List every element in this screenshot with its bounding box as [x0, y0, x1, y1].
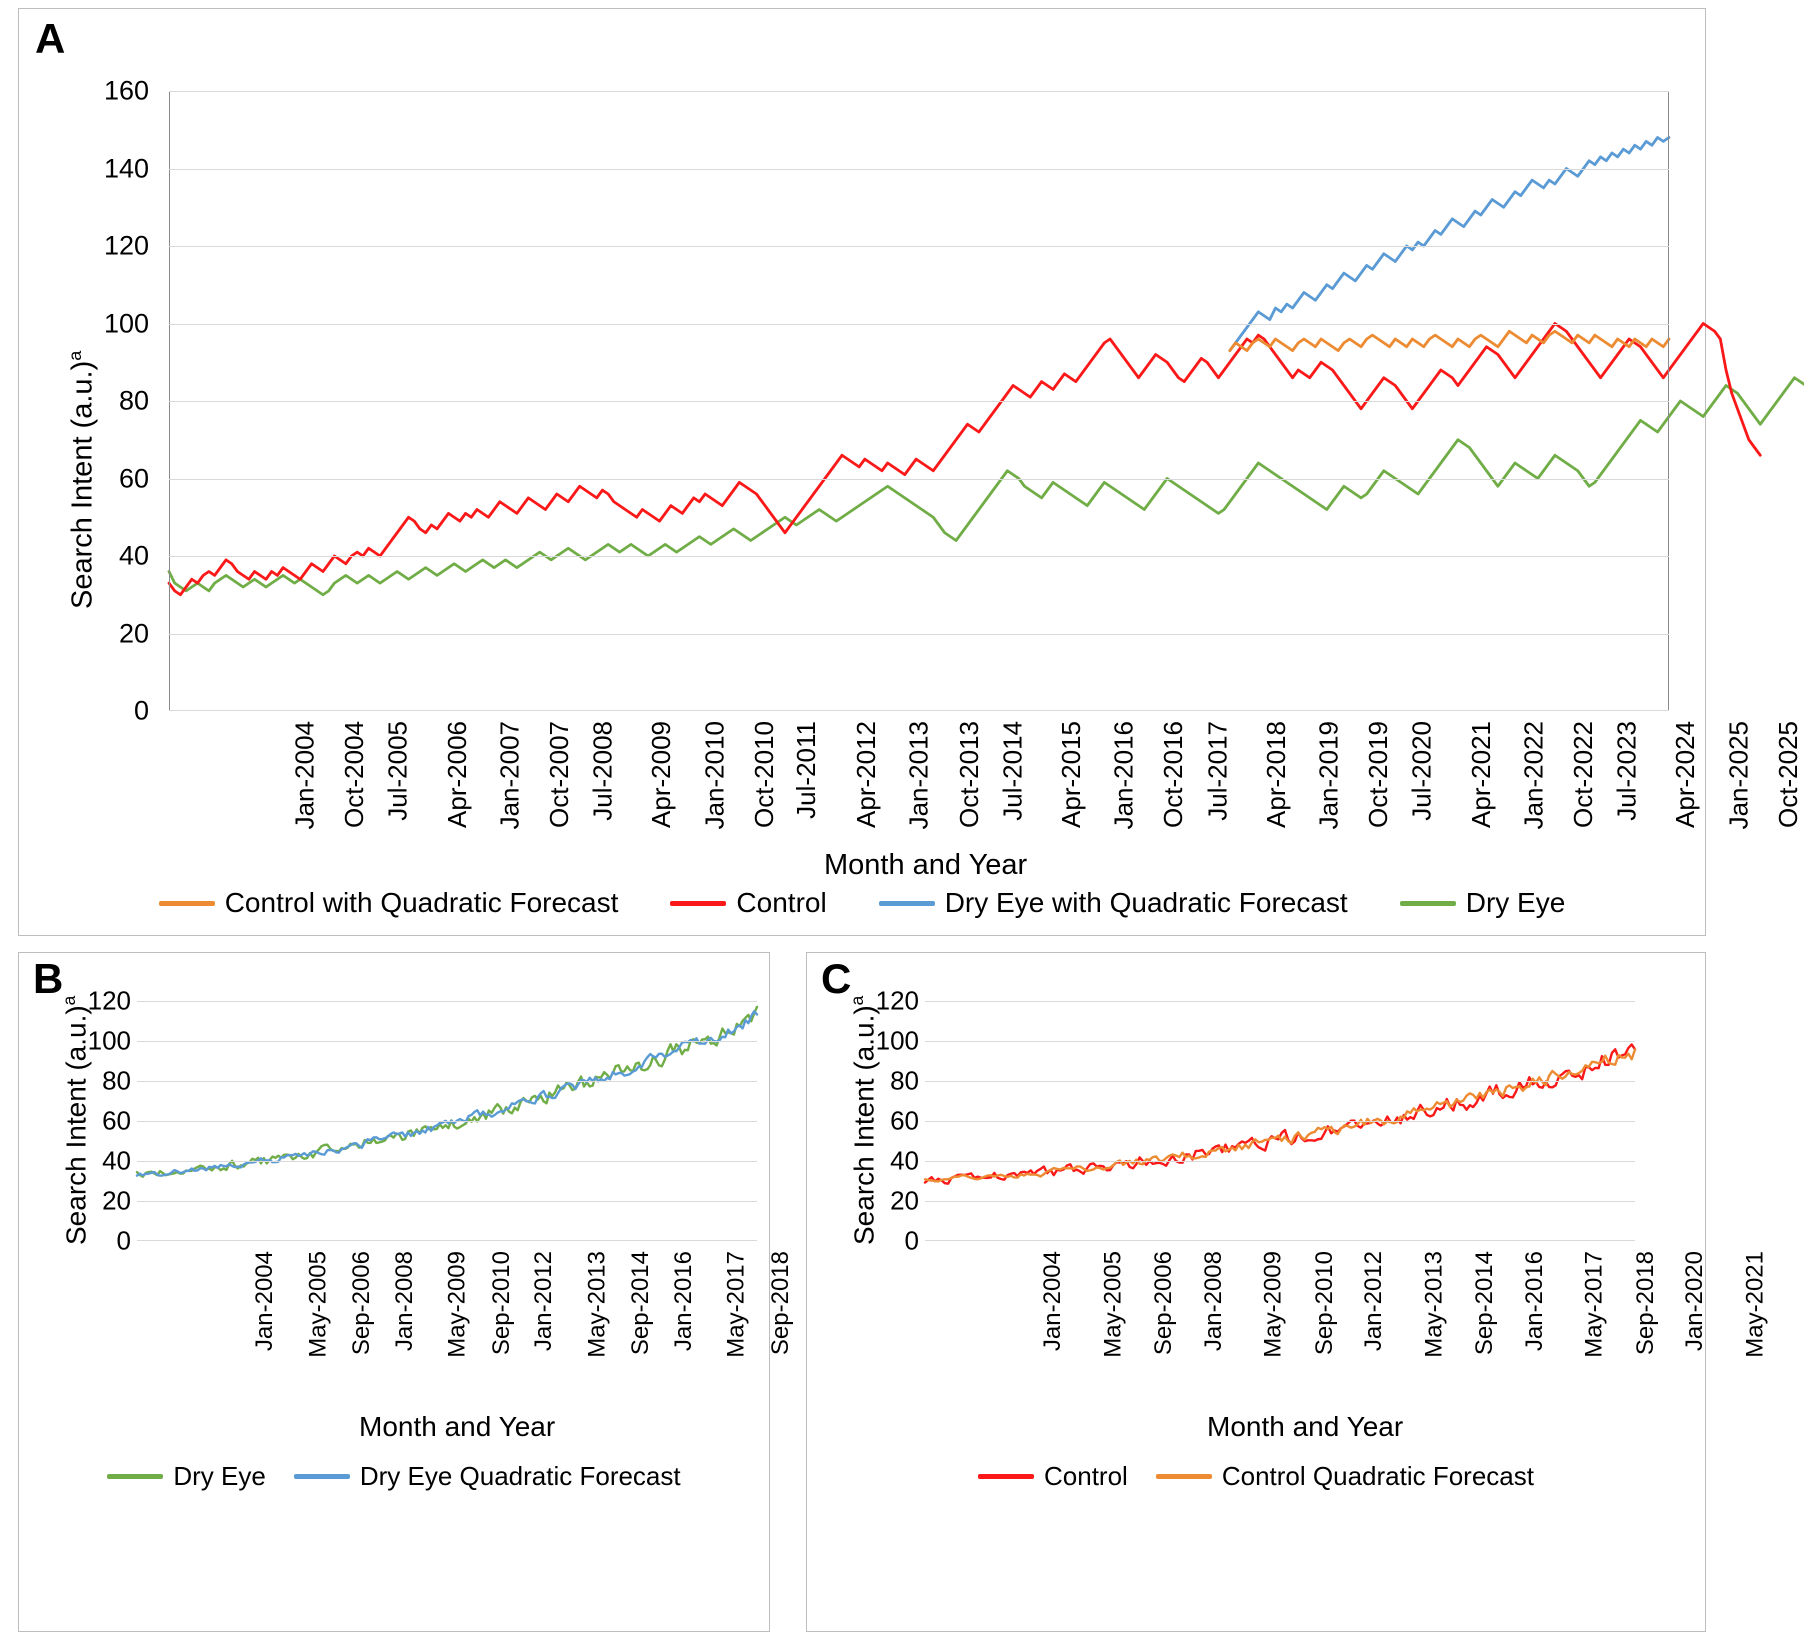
x-tick-label: Jan-2013	[903, 721, 934, 830]
x-tick-label: Sep-2010	[1310, 1251, 1338, 1356]
legend-item	[159, 887, 619, 919]
x-tick-label: Jan-2022	[1518, 721, 1549, 830]
legend-item	[670, 887, 826, 919]
legend-label: Dry Eye with Quadratic Forecast	[944, 887, 1348, 918]
x-tick-label: Jan-2012	[530, 1251, 558, 1352]
x-tick-label: Apr-2018	[1260, 721, 1291, 828]
panel-b-y-axis-label: Search Intent $(a.u.)^a$	[59, 995, 92, 1245]
x-tick-label: May-2013	[583, 1251, 611, 1358]
x-tick-label: Oct-2022	[1567, 721, 1598, 828]
x-tick-label: Jan-2008	[1199, 1251, 1227, 1352]
x-tick-label: Apr-2012	[851, 721, 882, 828]
x-tick-label: Jan-2012	[1360, 1251, 1388, 1352]
legend-swatch-icon	[1156, 1474, 1212, 1479]
x-tick-label: Jul-2023	[1611, 721, 1642, 821]
x-tick-label: Jan-2010	[699, 721, 730, 830]
panel-a-plot-area	[169, 91, 1669, 711]
x-tick-label: Jan-2008	[390, 1251, 418, 1352]
x-tick-label: May-2017	[1580, 1251, 1608, 1358]
panel-a: A Search Intent $(a.u.)^a$ 0 20 40 60 80 100 120 140 160 Jan-2004 Oct-2004 Jul-2005 Apr-2006 Jan-2007 Oct-2007 Jul-2008 Apr-2009 Jan-2010 Oct-2010 Jul-2011 Apr-2012 Jan-2013 Oct-2013 Jul-2014 Apr-2015 Jan-2016 Oct-2016 Jul-2017 Apr-2018 Jan-2019 Oct-2019 Jul-2020 Apr-2021 Jan-2022 Oct-2022 Jul-2023 Apr-2024 Jan-2025 Oct-2025 Month and Year Control with Quadratic Forecast Control Dry Eye with Quadratic Forecast Dry Eye	[18, 8, 1706, 936]
legend-swatch-icon	[159, 901, 215, 906]
panel-c-y-axis-label: Search Intent $(a.u.)^a$	[847, 995, 880, 1245]
panel-b-legend	[19, 1461, 769, 1492]
x-tick-label: Jan-2016	[1108, 721, 1139, 830]
x-tick-label: Jan-2019	[1313, 721, 1344, 830]
x-tick-label: Sep-2006	[348, 1251, 376, 1356]
legend-swatch-icon	[1400, 901, 1456, 906]
legend-swatch-icon	[978, 1474, 1034, 1479]
x-tick-label: Oct-2004	[339, 721, 370, 828]
x-tick-label: Jan-2007	[494, 721, 525, 830]
x-tick-label: Jul-2017	[1202, 721, 1233, 821]
x-tick-label: May-2005	[1099, 1251, 1127, 1358]
x-tick-label: May-2013	[1420, 1251, 1448, 1358]
x-tick-label: Jan-2020	[1681, 1251, 1709, 1352]
legend-label: Control Quadratic Forecast	[1221, 1461, 1534, 1491]
x-tick-label: Sep-2006	[1150, 1251, 1178, 1356]
panel-b: B Search Intent $(a.u.)^a$ 0 20 40 60 80 100 120 Jan-2004 May-2005 Sep-2006 Jan-2008 May-2009 Sep-2010 Jan-2012 May-2013 Sep-2014 Jan-2016 May-2017 Sep-2018 Month and Year Dry Eye Dry Eye Quadratic Forecast	[18, 952, 770, 1632]
panel-c-x-axis-label: Month and Year	[1207, 1411, 1404, 1442]
legend-swatch-icon	[107, 1474, 163, 1479]
x-tick-label: Jan-2004	[1039, 1251, 1067, 1352]
panel-a-y-axis-label: Search Intent $(a.u.)^a$	[65, 350, 99, 609]
legend-item	[978, 1461, 1128, 1492]
legend-item	[294, 1461, 681, 1492]
legend-item	[107, 1461, 265, 1492]
x-tick-label: May-2021	[1741, 1251, 1769, 1358]
x-tick-label: Jul-2020	[1407, 721, 1438, 821]
x-tick-label: Apr-2021	[1465, 721, 1496, 828]
panel-b-letter: B	[33, 955, 64, 1002]
x-tick-label: Oct-2007	[543, 721, 574, 828]
x-tick-label: Apr-2024	[1670, 721, 1701, 828]
panel-a-x-axis-label: Month and Year	[824, 849, 1028, 881]
panel-c-legend	[807, 1461, 1705, 1492]
x-tick-label: Jul-2008	[587, 721, 618, 821]
x-tick-label: Jul-2005	[383, 721, 414, 821]
x-tick-label: Jan-2016	[1520, 1251, 1548, 1352]
legend-item	[1156, 1461, 1534, 1492]
x-tick-label: Sep-2018	[766, 1251, 794, 1356]
legend-label: Control with Quadratic Forecast	[224, 887, 619, 918]
x-tick-label: Oct-2016	[1158, 721, 1189, 828]
legend-label: Dry Eye Quadratic Forecast	[359, 1461, 681, 1491]
x-tick-label: Apr-2015	[1055, 721, 1086, 828]
legend-label: Control	[736, 887, 827, 918]
panel-c-letter: C	[821, 955, 852, 1002]
x-tick-label: Jul-2011	[790, 721, 821, 819]
panel-b-x-axis-label: Month and Year	[359, 1411, 556, 1442]
x-tick-label: Oct-2013	[953, 721, 984, 828]
legend-swatch-icon	[670, 901, 726, 906]
legend-swatch-icon	[294, 1474, 350, 1479]
legend-item	[879, 887, 1348, 919]
legend-label: Dry Eye	[1465, 887, 1566, 918]
panel-c-plot-area	[925, 1001, 1635, 1241]
x-tick-label: Oct-2025	[1772, 721, 1803, 828]
x-tick-label: Jan-2004	[251, 1251, 279, 1352]
panel-a-legend	[19, 887, 1705, 919]
legend-swatch-icon	[879, 901, 935, 906]
legend-label: Control	[1044, 1461, 1128, 1491]
x-tick-label: Jul-2014	[997, 721, 1028, 821]
legend-item	[1400, 887, 1566, 919]
x-tick-label: Sep-2010	[487, 1251, 515, 1356]
x-tick-label: Sep-2014	[1471, 1251, 1499, 1356]
panel-c: C Search Intent $(a.u.)^a$ 0 20 40 60 80 100 120 Jan-2004 May-2005 Sep-2006 Jan-2008 May-2009 Sep-2010 Jan-2012 May-2013 Sep-2014 Jan-2016 May-2017 Sep-2018 Jan-2020 May-2021 Month and Year Control Control Quadratic Forecast	[806, 952, 1706, 1632]
x-tick-label: Jan-2004	[289, 721, 320, 830]
x-tick-label: Apr-2009	[646, 721, 677, 828]
x-tick-label: Oct-2019	[1363, 721, 1394, 828]
x-tick-label: Jan-2016	[669, 1251, 697, 1352]
panel-a-letter: A	[35, 15, 66, 62]
x-tick-label: May-2005	[304, 1251, 332, 1358]
x-tick-label: Sep-2018	[1631, 1251, 1659, 1356]
x-tick-label: Jan-2025	[1723, 721, 1754, 830]
x-tick-label: May-2009	[443, 1251, 471, 1358]
x-tick-label: May-2009	[1259, 1251, 1287, 1358]
x-tick-label: May-2017	[722, 1251, 750, 1358]
panel-b-plot-area	[137, 1001, 757, 1241]
x-tick-label: Oct-2010	[748, 721, 779, 828]
legend-label: Dry Eye	[173, 1461, 266, 1491]
x-tick-label: Sep-2014	[627, 1251, 655, 1356]
x-tick-label: Apr-2006	[441, 721, 472, 828]
